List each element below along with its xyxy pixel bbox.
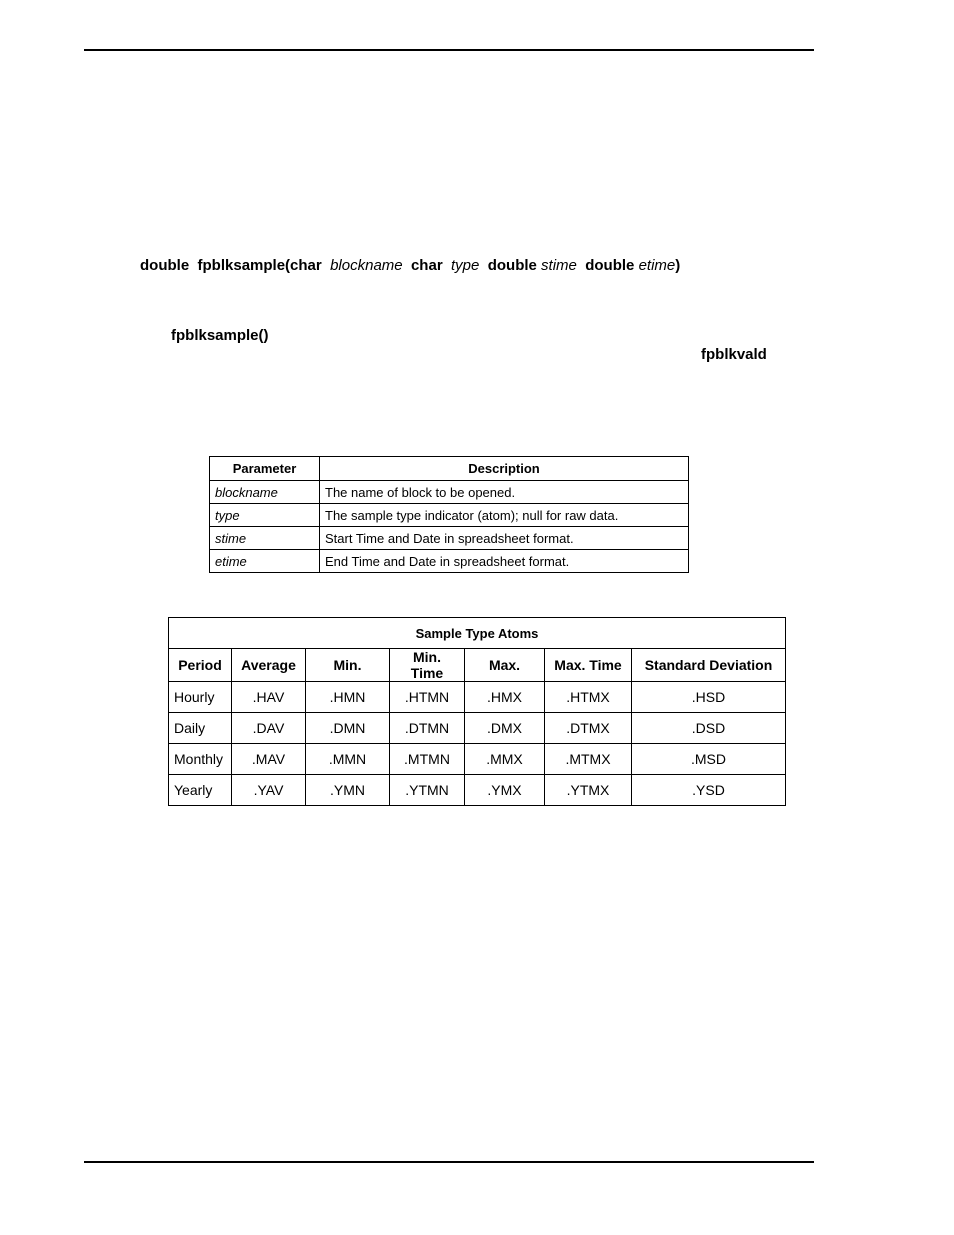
param-name-cell: blockname <box>210 481 320 504</box>
param-etime: etime <box>638 257 676 274</box>
top-rule <box>84 49 814 51</box>
atom-cell: .DTMX <box>545 713 632 744</box>
period-cell: Monthly <box>169 744 232 775</box>
period-cell: Daily <box>169 713 232 744</box>
header-parameter: Parameter <box>210 457 320 481</box>
param-type: type <box>451 257 480 274</box>
param-desc-cell: End Time and Date in spreadsheet format. <box>320 550 689 573</box>
table-row <box>210 550 689 573</box>
param-desc-cell: The name of block to be opened. <box>320 481 689 504</box>
atom-cell: .DMX <box>465 713 545 744</box>
table-row <box>169 713 786 744</box>
atom-cell: .HAV <box>232 682 306 713</box>
table-row <box>210 527 689 550</box>
table-caption: Sample Type Atoms <box>169 618 786 649</box>
atom-cell: .MTMN <box>390 744 465 775</box>
atom-cell: .YAV <box>232 775 306 806</box>
table-row <box>169 682 786 713</box>
table-row <box>210 481 689 504</box>
header-description: Description <box>320 457 689 481</box>
param-name-cell: stime <box>210 527 320 550</box>
param-blockname: blockname <box>330 257 403 274</box>
atom-cell: .DAV <box>232 713 306 744</box>
header-min-time: Min. Time <box>390 649 465 682</box>
header-max-time: Max. Time <box>545 649 632 682</box>
atom-cell: .MMX <box>465 744 545 775</box>
atom-cell: .MTMX <box>545 744 632 775</box>
header-average: Average <box>232 649 306 682</box>
param-stime: stime <box>541 257 577 274</box>
parameter-table <box>209 456 689 573</box>
table-row <box>169 744 786 775</box>
period-cell: Hourly <box>169 682 232 713</box>
table-row <box>169 775 786 806</box>
atom-cell: .DTMN <box>390 713 465 744</box>
atom-cell: .YMX <box>465 775 545 806</box>
param-desc-cell: The sample type indicator (atom); null for raw data. <box>320 504 689 527</box>
header-standard-deviation: Standard Deviation <box>632 649 786 682</box>
atom-cell: .MAV <box>232 744 306 775</box>
table-caption-row <box>169 618 786 649</box>
param-desc-cell: Start Time and Date in spreadsheet format. <box>320 527 689 550</box>
param-name-cell: etime <box>210 550 320 573</box>
atom-cell: .HMN <box>306 682 390 713</box>
atom-cell: .HTMN <box>390 682 465 713</box>
atom-cell: .MSD <box>632 744 786 775</box>
atom-cell: .HTMX <box>545 682 632 713</box>
param-type-char: char <box>410 257 443 274</box>
atom-cell: .DMN <box>306 713 390 744</box>
function-reference-vald: fpblkvald <box>701 346 767 363</box>
atom-cell: .DSD <box>632 713 786 744</box>
sample-type-atoms-table <box>168 617 786 806</box>
atom-cell: .HMX <box>465 682 545 713</box>
atom-cell: .YTMN <box>390 775 465 806</box>
header-max: Max. <box>465 649 545 682</box>
table-header-row <box>210 457 689 481</box>
period-cell: Yearly <box>169 775 232 806</box>
param-name-cell: type <box>210 504 320 527</box>
function-signature <box>140 257 680 274</box>
atom-cell: .YMN <box>306 775 390 806</box>
atom-cell: .MMN <box>306 744 390 775</box>
table-row <box>210 504 689 527</box>
close-paren: ) <box>675 257 681 274</box>
table-header-row <box>169 649 786 682</box>
atom-cell: .YTMX <box>545 775 632 806</box>
bottom-rule <box>84 1161 814 1163</box>
header-period: Period <box>169 649 232 682</box>
param-type-double-1: double <box>487 257 537 274</box>
function-reference: fpblksample() <box>171 327 269 344</box>
return-type: double <box>140 257 190 274</box>
param-type-double-2: double <box>585 257 635 274</box>
header-min: Min. <box>306 649 390 682</box>
function-name: fpblksample(char <box>197 257 322 274</box>
atom-cell: .HSD <box>632 682 786 713</box>
atom-cell: .YSD <box>632 775 786 806</box>
